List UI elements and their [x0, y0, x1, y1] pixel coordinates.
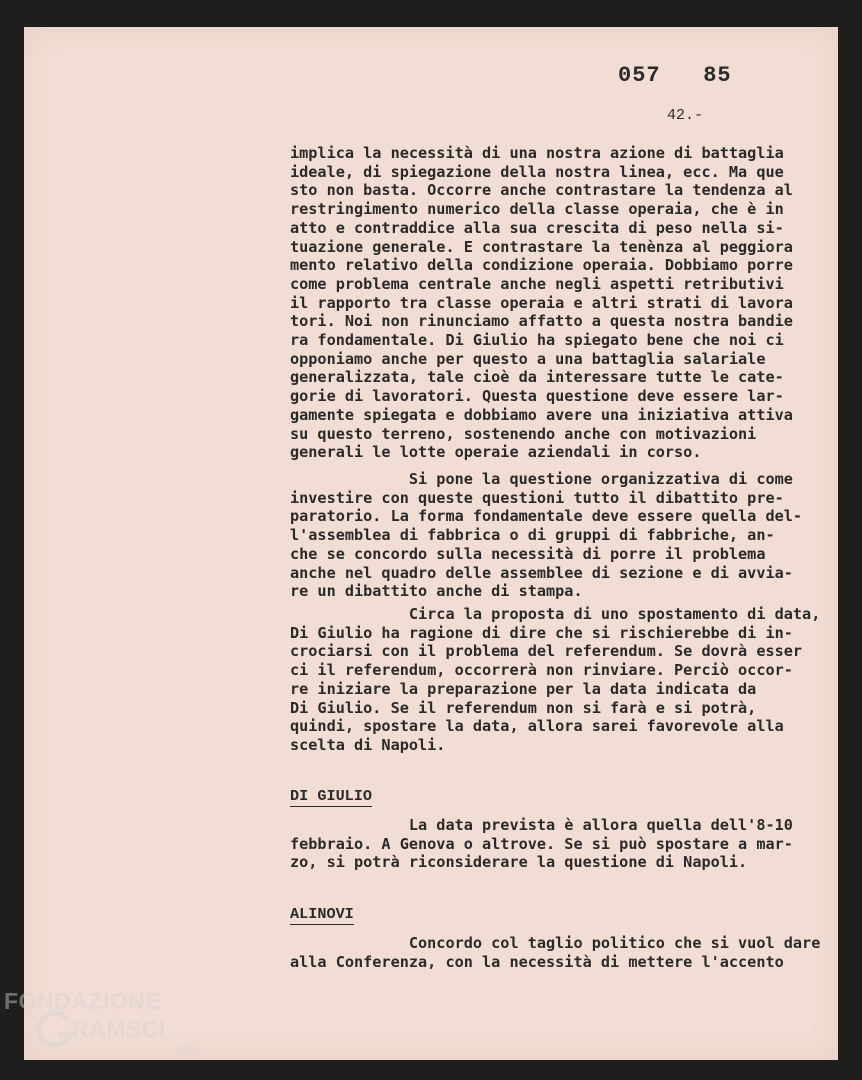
paragraph-1: implica la necessità di una nostra azione di battaglia ideale, di spiegazione della nostra linea, ecc. Ma que sto non basta. Occorre anche contrastare la tendenza al restringimento numerico della classe operaia, che è in atto e contraddice alla sua crescita di peso nella si- tuazione generale. E contrastare la tenènza al peggiora mento relativo della condizione operaia. Dobbiamo porre come problema centrale anche negli aspetti retributivi il rapporto tra classe operaia e altri strati di lavora tori. Noi non rinunciamo affatto a questa nostra bandie ra fondamentale. Di Giulio ha spiegato bene che noi ci opponiamo anche per questo a una battaglia salariale generalizzata, tale cioè da interessare tutte le cate- gorie di lavoratori. Questa questione deve essere lar- gamente spiegata e dobbiamo avere una iniziativa attiva su questo terreno, sostenendo anche con motivazioni generali le lotte operaie aziendali in corso.: [290, 144, 793, 462]
speaker-alinovi: ALINOVI: [290, 905, 354, 923]
paragraph-5: Concordo col taglio politico che si vuol dare alla Conferenza, con la necessità di mettere l'accento: [290, 934, 821, 971]
gramsci-logo-icon: [36, 1010, 76, 1050]
speaker-di-giulio: DI GIULIO: [290, 787, 373, 805]
fondazione-gramsci-watermark: [4, 988, 214, 1068]
watermark-line-1: FONDAZIONE: [4, 988, 162, 1014]
paragraph-2: Si pone la questione organizzativa di come investire con queste questioni tutto il dibattito pre- paratorio. La forma fondamentale deve essere quella del- l'assemblea di fabbrica o di gruppi di fabbriche, an- che se concordo sulla necessità di porre il problema anche nel quadro delle assemblee di sezione e di avvia- re un dibattito anche di stampa.: [290, 470, 803, 601]
paragraph-3: Circa la proposta di uno spostamento di data, Di Giulio ha ragione di dire che si rischierebbe di in- crociarsi con il problema del referendum. Se dovrà esser ci il referendum, occorrerà non rinviare. Perciò occor- re iniziare la preparazione per la data indicata da Di Giulio. Se il referendum non si farà e si potrà, quindi, spostare la data, allora sarei favorevole alla scelta di Napoli.: [290, 605, 821, 754]
watermark-line-2: RAMSCI: [72, 1016, 166, 1042]
watermark-sub: onlus: [176, 1044, 200, 1055]
page-number: 42.-: [667, 107, 704, 124]
paragraph-4: La data prevista è allora quella dell'8-10 febbraio. A Genova o altrove. Se si può spostare a mar- zo, si potrà riconsiderare la questione di Napoli.: [290, 816, 793, 872]
archive-number: 057 85: [618, 63, 732, 88]
